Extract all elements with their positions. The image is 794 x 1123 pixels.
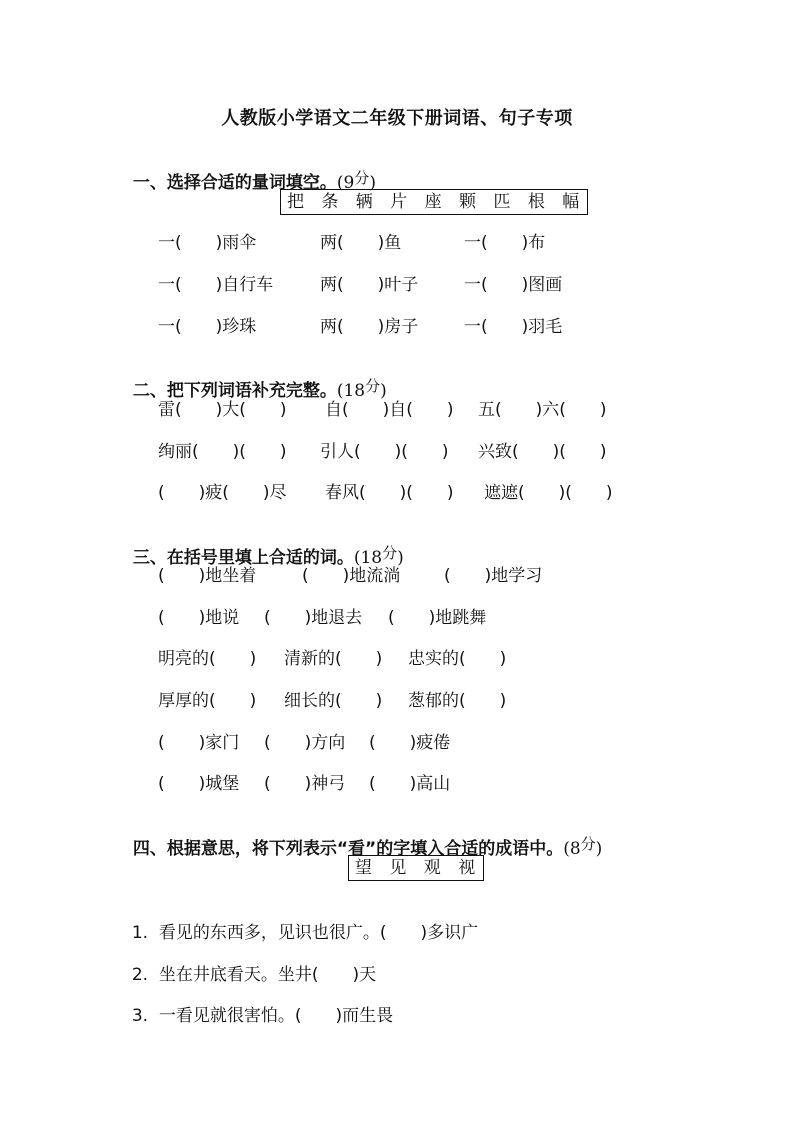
section-heading-4 xyxy=(121,814,602,859)
fill-item: ( )地坐着 xyxy=(158,566,257,586)
list-item xyxy=(121,980,393,1028)
section-heading-2 xyxy=(121,356,387,401)
word-bank-measure-words: 把 条 辆 片 座 颗 匹 根 幅 xyxy=(280,189,588,215)
section-score-unit: 分 xyxy=(354,169,370,187)
fill-item: ( )地跳舞 xyxy=(388,608,487,628)
fill-item: 清新的( ) xyxy=(284,649,383,669)
fill-item: 春风( )( ) xyxy=(325,483,454,503)
fill-item: 细长的( ) xyxy=(284,691,383,711)
section-heading-text: 四、根据意思，将下列表示“看”的字填入合适的成语中。 xyxy=(132,839,564,859)
section-heading-3 xyxy=(121,523,404,568)
fill-item: ( )地流淌 xyxy=(302,566,401,586)
item-number: 3. xyxy=(131,1006,149,1026)
fill-item: ( )方向 xyxy=(264,733,346,753)
fill-item: ( )神弓 xyxy=(264,774,346,794)
fill-item: ( )地说 xyxy=(158,608,240,628)
fill-item: 一( )图画 xyxy=(464,275,563,295)
section-score-close: ) xyxy=(380,381,387,401)
fill-item: 忠实的( ) xyxy=(408,649,507,669)
fill-item: ( )城堡 xyxy=(158,774,240,794)
fill-item: ( )家门 xyxy=(158,733,240,753)
section-heading-text: 三、在括号里填上合适的词。 xyxy=(132,548,354,568)
fill-item: 明亮的( ) xyxy=(158,649,257,669)
fill-item: 绚丽( )( ) xyxy=(158,442,287,462)
fill-item: 两( )鱼 xyxy=(320,233,402,253)
fill-item: 自( )自( ) xyxy=(325,400,454,420)
section-score-unit: 分 xyxy=(580,835,596,853)
section-score-close: ) xyxy=(397,548,404,568)
fill-item: 两( )叶子 xyxy=(320,275,419,295)
fill-item: ( )地退去 xyxy=(264,608,363,628)
fill-item: 一( )雨伞 xyxy=(158,233,257,253)
item-text: 看见的东西多，见识也很广。( )多识广 xyxy=(158,923,479,943)
fill-item: ( )地学习 xyxy=(444,566,543,586)
fill-item: 五( )六( ) xyxy=(478,400,607,420)
fill-item: 葱郁的( ) xyxy=(408,691,507,711)
section-heading-1 xyxy=(121,148,376,193)
word-bank-look-characters: 望 见 观 视 xyxy=(348,855,484,881)
section-score: (8 xyxy=(563,839,581,859)
list-item xyxy=(121,897,478,945)
section-score: (18 xyxy=(336,381,366,401)
section-score-unit: 分 xyxy=(382,544,398,562)
section-score-close: ) xyxy=(369,173,376,193)
fill-item: 一( )自行车 xyxy=(158,275,274,295)
fill-item: 一( )珍珠 xyxy=(158,317,257,337)
section-heading-text: 一、选择合适的量词填空。 xyxy=(132,173,337,193)
fill-item: ( )疲倦 xyxy=(369,733,451,753)
item-text: 坐在井底看天。坐井( )天 xyxy=(158,965,377,985)
fill-item: 引人( )( ) xyxy=(320,442,449,462)
fill-item: 兴致( )( ) xyxy=(478,442,607,462)
section-score: (18 xyxy=(353,548,383,568)
fill-item: 一( )布 xyxy=(464,233,546,253)
fill-item: 一( )羽毛 xyxy=(464,317,563,337)
item-text: 一看见就很害怕。( )而生畏 xyxy=(158,1006,394,1026)
fill-item: 雷( )大( ) xyxy=(158,400,287,420)
item-number: 1. xyxy=(131,923,149,943)
fill-item: ( )疲( )尽 xyxy=(158,483,287,503)
section-score-close: ) xyxy=(595,839,603,859)
section-score: (9 xyxy=(336,173,355,193)
section-heading-text: 二、把下列词语补充完整。 xyxy=(132,381,337,401)
fill-item: 两( )房子 xyxy=(320,317,419,337)
fill-item: 厚厚的( ) xyxy=(158,691,257,711)
fill-item: 遮遮( )( ) xyxy=(484,483,613,503)
section-score-unit: 分 xyxy=(365,377,381,395)
item-number: 2. xyxy=(131,965,149,985)
fill-item: ( )高山 xyxy=(369,774,451,794)
page-title: 人教版小学语文二年级下册词语、句子专项 xyxy=(221,108,573,129)
